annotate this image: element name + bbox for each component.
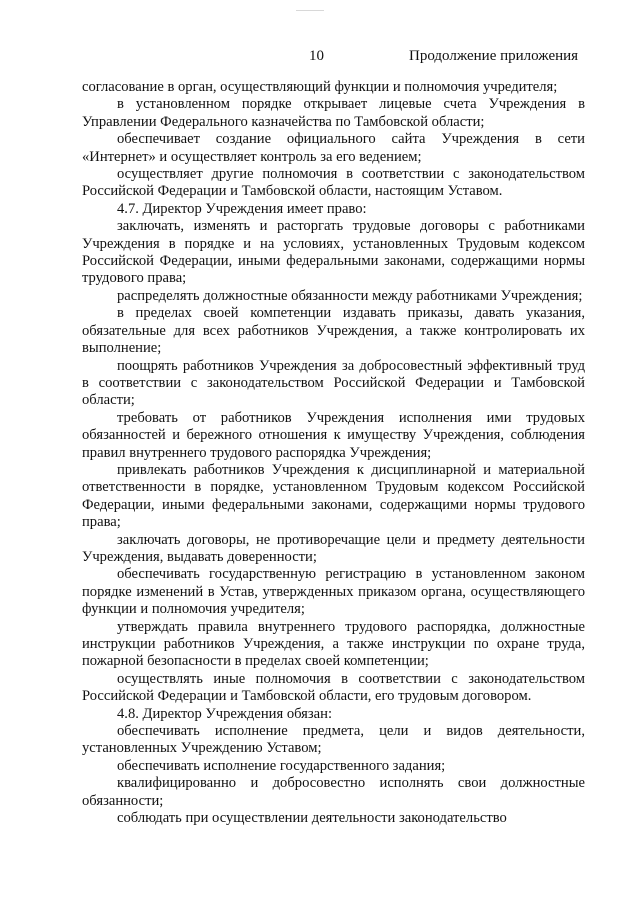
paragraph: обеспечивать исполнение государственного задания; [117, 757, 446, 774]
paragraph: утверждать правила внутреннего трудового распорядка, должностные инструкции работников Учреждения, а также инструкции по охране труда, пожарной безопасности в пределах своей компетенции; [82, 618, 585, 670]
paragraph: осуществлять иные полномочия в соответствии с законодательством Российской Федерации и Тамбовской области, его трудовым договором. [82, 670, 585, 705]
paragraph: квалифицированно и добросовестно исполнять свои должностные обязанности; [82, 775, 585, 809]
paragraph: в пределах своей компетенции издавать приказы, давать указания, обязательные для всех работников Учреждения, а также контролировать их выполнение; [82, 305, 585, 357]
paragraph: заключать договоры, не противоречащие цели и предмету деятельности Учреждения, выдавать доверенности; [82, 531, 585, 565]
paragraph: требовать от работников Учреждения исполнения ими трудовых обязанностей и бережного отношения к имуществу Учреждения, соблюдения правил внутреннего трудового распорядка Учреждения; [82, 409, 585, 461]
paragraph: согласование в орган, осуществляющий функции и полномочия учредителя; [82, 79, 558, 95]
page-number: 10 [309, 48, 324, 64]
paragraph: обеспечивать государственную регистрацию в установленном законом порядке изменений в Устав, утвержденных приказом органа, осуществляющего функции и полномочия учредителя; [82, 566, 585, 618]
document-body [82, 79, 585, 827]
paragraph: распределять должностные обязанности между работниками Учреждения; [117, 287, 583, 304]
paragraph: в установленном порядке открывает лицевые счета Учреждения в Управлении Федерального казначейства по Тамбовской области; [82, 96, 585, 130]
page-header-title: Продолжение приложения [409, 48, 579, 64]
paragraph: обеспечивает создание официального сайта Учреждения в сети «Интернет» и осуществляет контроль за его ведением; [82, 131, 585, 165]
paragraph: привлекать работников Учреждения к дисциплинарной и материальной ответственности в порядке, установленном Трудовым кодексом Российской Федерации, иными федеральными законами, содержащими нормы трудового права; [82, 461, 585, 531]
paragraph: соблюдать при осуществлении деятельности законодательство [117, 810, 507, 827]
paragraph: поощрять работников Учреждения за добросовестный эффективный труд в соответствии с законодательством Российской Федерации и Тамбовской области; [82, 357, 585, 409]
section-heading: 4.7. Директор Учреждения имеет право: [117, 200, 367, 217]
paragraph: осуществляет другие полномочия в соответствии с законодательством Российской Федерации и Тамбовской области, настоящим Уставом. [82, 166, 585, 200]
section-heading: 4.8. Директор Учреждения обязан: [117, 705, 332, 722]
paragraph: обеспечивать исполнение предмета, цели и видов деятельности, установленных Учреждению Уставом; [82, 723, 585, 757]
scan-artifact [296, 10, 324, 11]
paragraph: заключать, изменять и расторгать трудовые договоры с работниками Учреждения в порядке и на условиях, установленных Трудовым кодексом Российской Федерации, иными федеральными законами, содержащими нормы трудового права; [82, 218, 585, 287]
